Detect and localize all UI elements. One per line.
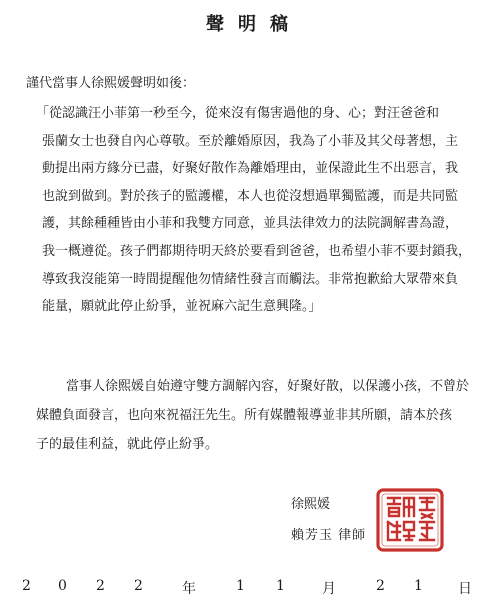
quote-line: 「從認識汪小菲第一秒至今，從來沒有傷害過他的身、心；對汪爸爸和 [36,106,440,121]
statement-line: 媒體負面發言，也向來祝福汪先生。所有媒體報導並非其所願，請本於孩 [36,408,453,423]
date-year-digit: 2 [96,578,105,594]
date-year-digit: 2 [22,578,31,594]
quoted-statement [36,100,484,321]
quote-line: 護，其餘種種皆由小菲和我雙方同意，並具法律效力的法院調解書為證， [42,216,459,232]
statement-line: 當事人徐熙媛自始遵守雙方調解內容，好聚好散，以保護小孩，不曾於 [66,379,470,394]
quote-line: 導致我沒能第一時間提醒他勿情緒性發言而觸法。非常抱歉給大眾帶來負 [42,271,459,287]
date-day-digit: 1 [414,578,423,594]
lawyer-statement [36,372,484,459]
date-month-unit: 月 [322,581,336,597]
addressee-line: 謹代當事人徐熙媛聲明如後： [26,76,196,91]
quote-line: 動提出兩方緣分已盡，好聚好散作為離婚理由，並保證此生不出惡言，我 [42,161,459,177]
quote-line: 張蘭女士也發自內心尊敬。至於離婚原因，我為了小菲及其父母著想，主 [42,133,459,149]
date-year-digit: 0 [58,578,67,594]
date-year-unit: 年 [182,581,196,597]
date-day-unit: 日 [458,581,472,597]
date-day-digit: 2 [376,578,385,594]
lawyer-seal-stamp [376,488,444,552]
quote-line: 我一概遵從。孩子們都期待明天終於要看到爸爸，也希望小菲不要封鎖我， [42,243,472,259]
document-date [18,578,478,600]
date-month-digit: 1 [276,578,285,594]
document-title: 聲明稿 [206,14,302,35]
lawyer-name: 賴芳玉 律師 [291,528,367,543]
date-month-digit: 1 [236,578,245,594]
date-year-digit: 2 [134,578,143,594]
quote-line: 也說到做到。對於孩子的監護權，本人也從沒想過單獨監護，而是共同監 [42,188,459,204]
statement-line: 子的最佳利益，就此停止紛爭。 [36,437,219,452]
quote-line: 能量，願就此停止紛爭，並祝麻六記生意興隆。」 [42,299,322,315]
signer-name: 徐熙媛 [291,497,331,512]
